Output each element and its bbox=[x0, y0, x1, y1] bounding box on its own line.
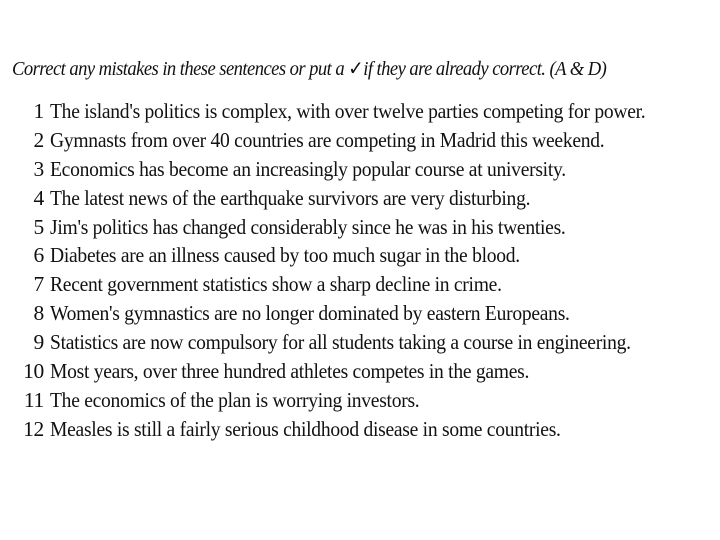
item-sentence: Women's gymnastics are no longer dominated by eastern Europeans. bbox=[50, 301, 570, 326]
item-number: 12 bbox=[23, 416, 44, 441]
instruction-text-before: Correct any mistakes in these sentences or put a bbox=[12, 58, 345, 80]
item-number: 10 bbox=[23, 359, 44, 384]
item-sentence: Measles is still a fairly serious childhood disease in some countries. bbox=[50, 416, 561, 441]
exercise-item bbox=[12, 241, 712, 270]
item-number: 7 bbox=[33, 272, 44, 297]
item-sentence: Statistics are now compulsory for all students taking a course in engineering. bbox=[50, 330, 631, 355]
item-number: 8 bbox=[33, 301, 44, 326]
item-number: 4 bbox=[33, 185, 44, 210]
item-sentence: Gymnasts from over 40 countries are competing in Madrid this weekend. bbox=[50, 127, 605, 152]
item-number: 9 bbox=[33, 330, 44, 355]
item-sentence: Recent government statistics show a sharp decline in crime. bbox=[50, 272, 502, 297]
item-sentence: Diabetes are an illness caused by too much sugar in the blood. bbox=[50, 243, 520, 268]
instruction-line bbox=[12, 56, 663, 82]
item-sentence: The economics of the plan is worrying investors. bbox=[50, 387, 420, 412]
item-sentence: Jim's politics has changed considerably since he was in his twenties. bbox=[50, 214, 566, 239]
item-sentence: Economics has become an increasingly popular course at university. bbox=[50, 156, 566, 181]
item-sentence: The island's politics is complex, with over twelve parties competing for power. bbox=[50, 99, 646, 123]
item-number: 2 bbox=[33, 127, 44, 152]
item-sentence: The latest news of the earthquake survivors are very disturbing. bbox=[50, 185, 531, 210]
item-number: 1 bbox=[33, 99, 44, 123]
exercise-list bbox=[12, 97, 712, 444]
item-number: 11 bbox=[23, 387, 44, 412]
exercise-item bbox=[12, 213, 712, 242]
exercise-item bbox=[12, 299, 712, 328]
exercise-item bbox=[12, 97, 712, 126]
instruction-levels: (A & D) bbox=[549, 58, 607, 80]
item-number: 6 bbox=[33, 243, 44, 268]
exercise-item bbox=[12, 328, 712, 357]
checkmark-icon: ✓ bbox=[348, 58, 364, 80]
item-sentence: Most years, over three hundred athletes competes in the games. bbox=[50, 359, 530, 384]
exercise-item bbox=[12, 357, 712, 386]
exercise-item bbox=[12, 155, 712, 184]
item-number: 3 bbox=[33, 156, 44, 181]
exercise-item bbox=[12, 386, 712, 415]
exercise-item bbox=[12, 415, 712, 444]
item-number: 5 bbox=[33, 214, 44, 239]
exercise-item bbox=[12, 184, 712, 213]
instruction-text-after: if they are already correct. bbox=[363, 58, 546, 80]
exercise-item bbox=[12, 270, 712, 299]
exercise-item bbox=[12, 126, 712, 155]
